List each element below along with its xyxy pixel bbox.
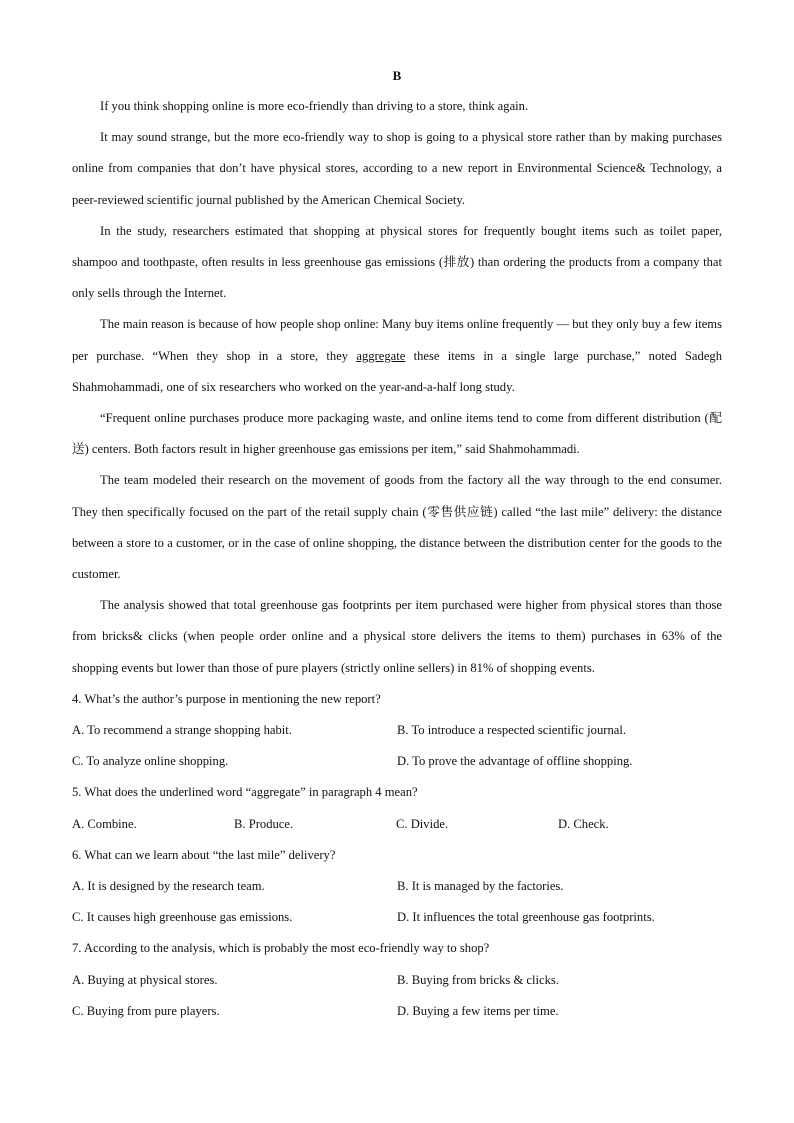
option-c: C. It causes high greenhouse gas emissions. (72, 910, 293, 925)
option-a: A. Combine. (72, 816, 137, 831)
option-c: C. Buying from pure players. (72, 1003, 220, 1018)
option-a: A. It is designed by the research team. (72, 879, 265, 894)
question-6 (72, 840, 722, 934)
paragraph-7: The analysis showed that total greenhouse gas footprints per item purchased were higher from physical stores than those from bricks& clicks (when people order online and a physical store delivers the items to them) purchases in 63% of the shopping events but lower than those of pure players (strictly online sellers) in 81% of shopping events. (72, 598, 722, 675)
question-stem: 5. What does the underlined word “aggregate” in paragraph 4 mean? (72, 785, 418, 800)
section-title: B (392, 68, 402, 83)
option-d: D. It influences the total greenhouse gas footprints. (397, 910, 655, 925)
option-b: B. It is managed by the factories. (397, 879, 564, 894)
options-row (72, 902, 722, 933)
option-c: C. Divide. (396, 816, 449, 831)
paragraph-4-text-before: The main reason is because of how people shop online: Many buy items online frequently — but they only buy a few items per purchase. “When they shop in a store, they (72, 317, 722, 363)
options-row (72, 965, 722, 996)
options-row (72, 715, 722, 746)
paragraph-5: “Frequent online purchases produce more packaging waste, and online items tend to come from different distribution (配送) centers. Both factors result in higher greenhouse gas emissions per item,” said Shahmohammadi. (72, 411, 722, 457)
option-c: C. To analyze online shopping. (72, 754, 229, 769)
question-stem: 6. What can we learn about “the last mile” delivery? (72, 847, 336, 862)
option-a: A. To recommend a strange shopping habit. (72, 723, 292, 738)
option-a: A. Buying at physical stores. (72, 972, 218, 987)
options-row (72, 746, 722, 777)
option-d: D. Buying a few items per time. (397, 1003, 559, 1018)
question-7 (72, 933, 722, 1027)
underlined-word-aggregate: aggregate (356, 348, 406, 363)
option-b: B. Produce. (234, 816, 294, 831)
option-d: D. To prove the advantage of offline shopping. (397, 754, 633, 769)
document-page (72, 60, 722, 1027)
option-d: D. Check. (558, 816, 609, 831)
option-b: B. To introduce a respected scientific journal. (397, 723, 626, 738)
question-stem: 4. What’s the author’s purpose in mentioning the new report? (72, 691, 381, 706)
question-stem: 7. According to the analysis, which is probably the most eco-friendly way to shop? (72, 941, 490, 956)
paragraph-1: If you think shopping online is more eco-friendly than driving to a store, think again. (100, 99, 529, 113)
options-row (72, 809, 722, 840)
paragraph-4 (72, 309, 722, 403)
options-row (72, 871, 722, 902)
paragraph-2: It may sound strange, but the more eco-friendly way to shop is going to a physical store rather than by making purchases online from companies that don’t have physical stores, according to a new report in Environmental Science& Technology, a peer-reviewed scientific journal published by the American Chemical Society. (72, 130, 722, 207)
paragraph-3: In the study, researchers estimated that shopping at physical stores for frequently bought items such as toilet paper, shampoo and toothpaste, often results in less greenhouse gas emissions (排放) than ordering the products from a company that only sells through the Internet. (72, 223, 722, 301)
question-4 (72, 684, 722, 778)
question-5 (72, 777, 722, 839)
option-b: B. Buying from bricks & clicks. (397, 972, 559, 987)
options-row (72, 996, 722, 1027)
paragraph-6: The team modeled their research on the movement of goods from the factory all the way through to the end consumer. They then specifically focused on the part of the retail supply chain (零售供应链) called “the last mile” delivery: the distance between a store to a customer, or in the case of online shopping, the distance between the distribution center for the goods to the customer. (72, 473, 722, 582)
paragraph-4-text-after: these items in a single large purchase,” noted Sadegh Shahmohammadi, one of six researchers who worked on the year-and-a-half long study. (72, 348, 722, 394)
